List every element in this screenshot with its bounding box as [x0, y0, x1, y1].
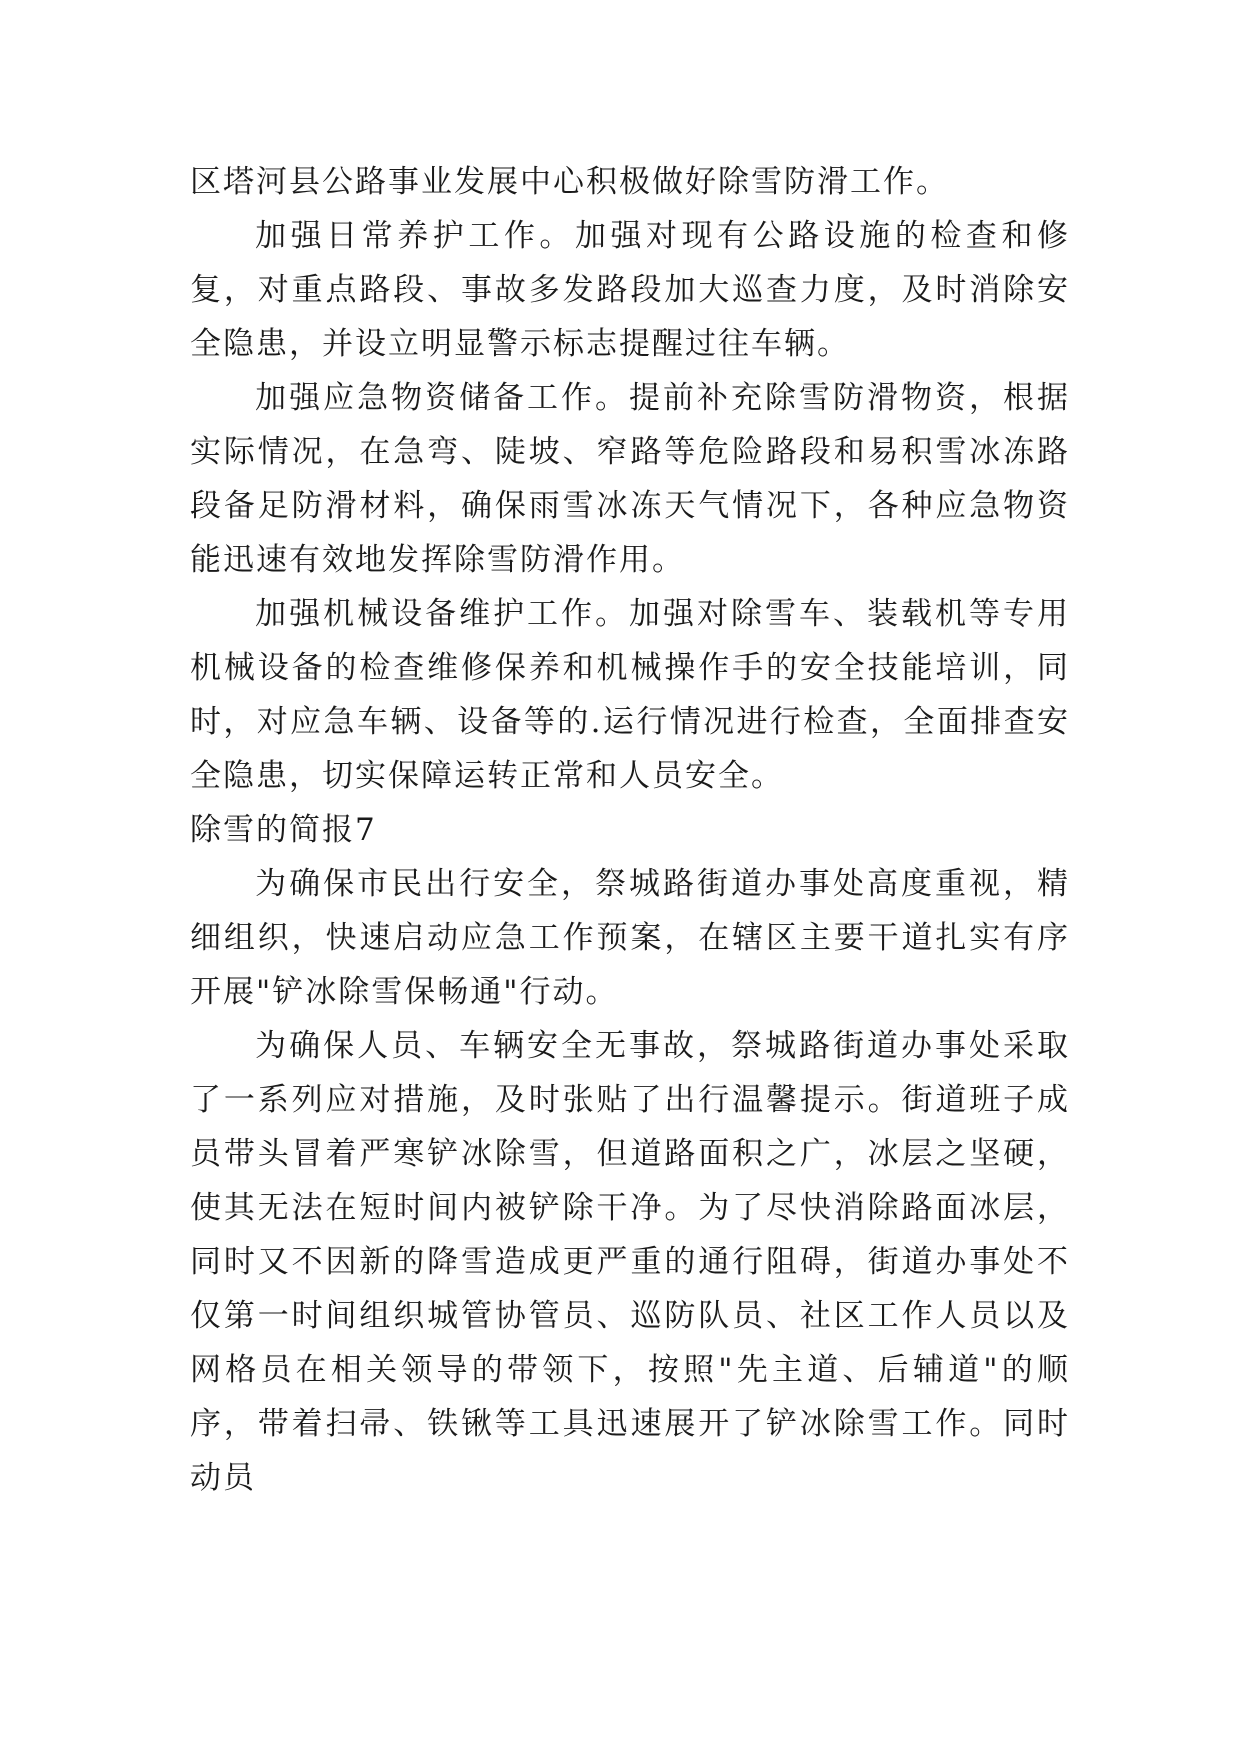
paragraph-emergency-supplies: 加强应急物资储备工作。提前补充除雪防滑物资，根据实际情况，在急弯、陡坡、窄路等危险路段和易积雪冰冻路段备足防滑材料，确保雨雪冰冻天气情况下，各种应急物资能迅速有效地发挥除雪防滑作用。: [190, 380, 1070, 578]
section-heading: 除雪的简报7: [190, 812, 377, 848]
paragraph-ensure-safety: 为确保市民出行安全，祭城路街道办事处高度重视，精细组织，快速启动应急工作预案，在辖区主要干道扎实有序开展"铲冰除雪保畅通"行动。: [190, 866, 1070, 1010]
paragraph-daily-maintenance: 加强日常养护工作。加强对现有公路设施的检查和修复，对重点路段、事故多发路段加大巡查力度，及时消除安全隐患，并设立明显警示标志提醒过往车辆。: [190, 218, 1070, 362]
paragraph-measures: 为确保人员、车辆安全无事故，祭城路街道办事处采取了一系列应对措施，及时张贴了出行温馨提示。街道班子成员带头冒着严寒铲冰除雪，但道路面积之广，冰层之坚硬，使其无法在短时间内被铲除干净。为了尽快消除路面冰层，同时又不因新的降雪造成更严重的通行阻碍，街道办事处不仅第一时间组织城管协管员、巡防队员、社区工作人员以及网格员在相关领导的带领下，按照"先主道、后辅道"的顺序，带着扫帚、铁锹等工具迅速展开了铲冰除雪工作。同时动员: [190, 1028, 1070, 1496]
paragraph-equipment-maintenance: 加强机械设备维护工作。加强对除雪车、装载机等专用机械设备的检查维修保养和机械操作手的安全技能培训，同时，对应急车辆、设备等的.运行情况进行检查，全面排查安全隐患，切实保障运转正常和人员安全。: [190, 596, 1070, 794]
document-body: [190, 155, 1070, 1505]
paragraph-continuation: 区塔河县公路事业发展中心积极做好除雪防滑工作。: [190, 164, 949, 200]
